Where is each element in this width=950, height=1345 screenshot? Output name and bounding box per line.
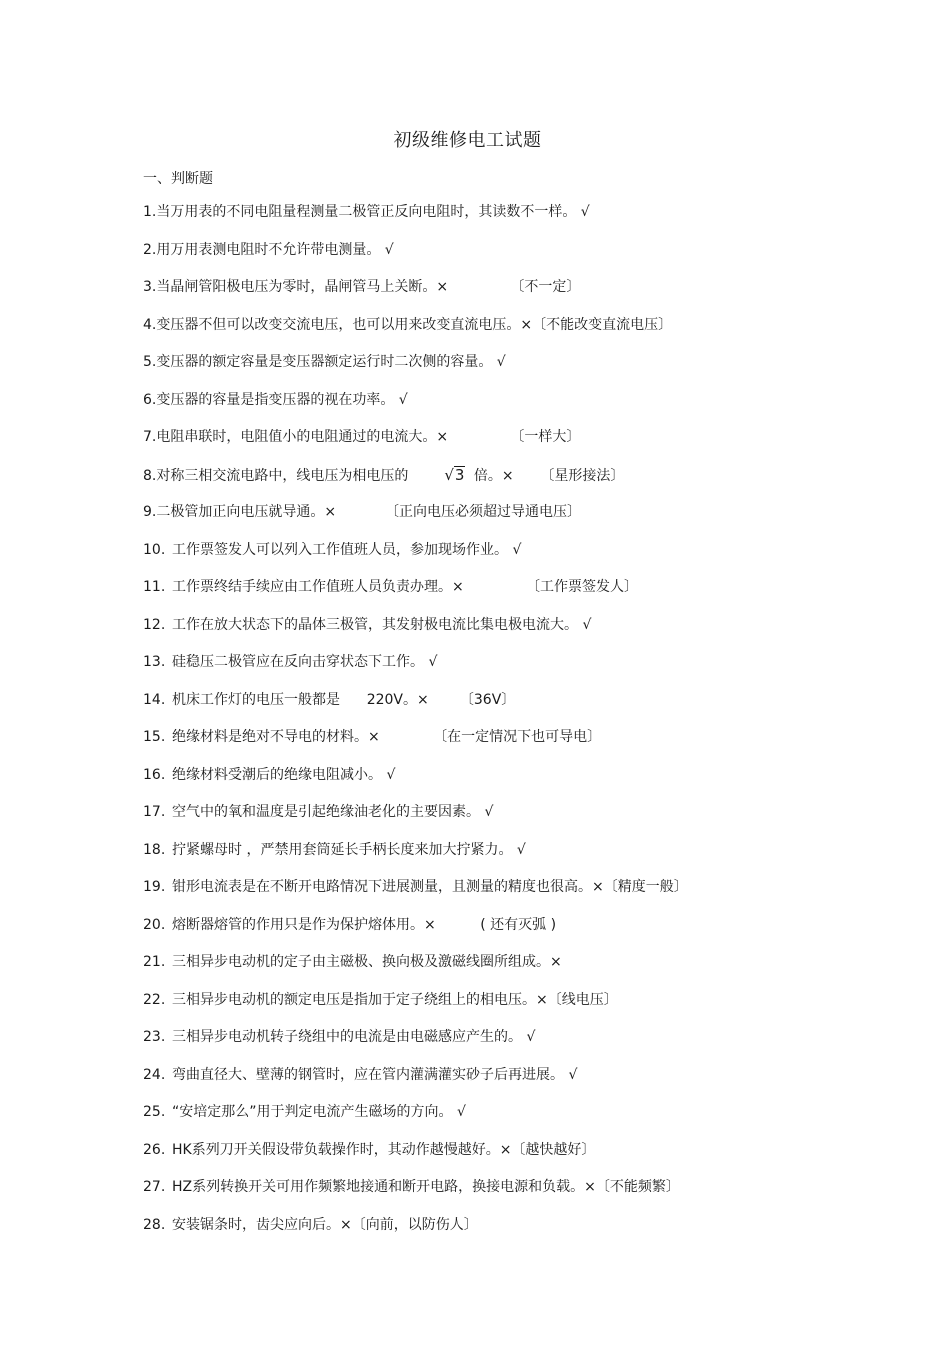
question-text: 用万用表测电阻时不允许带电测量。 √ [156, 241, 394, 258]
question-text: 变压器的额定容量是变压器额定运行时二次侧的容量。 √ [156, 354, 506, 370]
question-item [143, 499, 843, 537]
question-number: 23. [143, 1029, 166, 1045]
question-item [143, 1099, 843, 1137]
question-item [143, 837, 843, 875]
question-item [143, 462, 843, 500]
question-number: 9. [143, 504, 157, 520]
question-text: 对称三相交流电路中，线电压为相电压的 [156, 467, 409, 484]
question-text: 空气中的氧和温度是引起绝缘油老化的主要因素。 √ [172, 804, 494, 820]
question-number: 14. [143, 691, 166, 708]
question-text: 拧紧螺母时 ，严禁用套筒延长手柄长度来加大拧紧力。 √ [172, 841, 526, 858]
question-item [143, 387, 843, 425]
question-item [143, 312, 843, 350]
question-text: 钳形电流表是在不断开电路情况下进展测量，且测量的精度也很高。×〔精度一般〕 [172, 879, 688, 895]
question-number: 28. [143, 1216, 166, 1233]
question-text: 当万用表的不同电阻量程测量二极管正反向电阻时，其读数不一样。 √ [156, 204, 590, 220]
question-text: 电阻串联时，电阻值小的电阻通过的电流大。× 〔一样大〕 [156, 429, 581, 445]
question-item [143, 237, 843, 275]
question-number: 17. [143, 804, 166, 820]
question-text: 机床工作灯的电压一般都是 220V。× 〔36V〕 [172, 691, 516, 708]
question-item [143, 687, 843, 725]
question-text: 绝缘材料受潮后的绝缘电阻减小。 √ [172, 766, 396, 783]
question-number: 11. [143, 579, 166, 595]
question-text: 变压器不但可以改变交流电压，也可以用来改变直流电压。×〔不能改变直流电压〕 [156, 316, 673, 333]
question-item [143, 649, 843, 687]
question-number: 22. [143, 991, 166, 1008]
question-text: 工作票签发人可以列入工作值班人员，参加现场作业。 √ [172, 541, 522, 558]
question-item [143, 274, 843, 312]
question-item [143, 874, 843, 912]
question-number: 6. [143, 391, 157, 408]
question-item [143, 1174, 843, 1212]
question-list [143, 199, 843, 1249]
question-item [143, 912, 843, 950]
question-number: 1. [143, 204, 157, 220]
question-item [143, 724, 843, 762]
question-number: 3. [143, 279, 157, 295]
question-item [143, 424, 843, 462]
question-item [143, 762, 843, 800]
question-text: 安装锯条时，齿尖应向后。×〔向前，以防伤人〕 [172, 1216, 478, 1233]
question-item [143, 1212, 843, 1250]
question-text: 工作票终结手续应由工作值班人员负责办理。× 〔工作票签发人〕 [172, 579, 639, 595]
question-text: HZ系列转换开关可用作频繁地接通和断开电路，换接电源和负载。×〔不能频繁〕 [172, 1179, 680, 1195]
question-number: 10. [143, 541, 166, 558]
question-text-after: 倍。× 〔星形接法〕 [469, 467, 625, 484]
section-heading: 一、判断题 [143, 171, 213, 187]
question-text: 工作在放大状态下的晶体三极管，其发射极电流比集电极电流大。 √ [172, 616, 592, 633]
question-item [143, 349, 843, 387]
question-text: 当晶闸管阳极电压为零时，晶闸管马上关断。× 〔不一定〕 [156, 279, 581, 295]
sqrt-sign-icon: √ [444, 465, 454, 484]
question-number: 2. [143, 241, 157, 258]
sqrt-radicand: 3 [454, 465, 465, 484]
question-number: 26. [143, 1141, 166, 1158]
question-item [143, 537, 843, 575]
question-text: “安培定那么”用于判定电流产生磁场的方向。 √ [172, 1104, 466, 1120]
question-text: 弯曲直径大、壁薄的钢管时，应在管内灌满灌实砂子后再进展。 √ [172, 1066, 578, 1083]
question-item [143, 1062, 843, 1100]
question-number: 24. [143, 1066, 166, 1083]
question-number: 16. [143, 766, 166, 783]
question-number: 18. [143, 841, 166, 858]
question-number: 5. [143, 354, 157, 370]
question-item [143, 949, 843, 987]
question-text: HK系列刀开关假设带负载操作时，其动作越慢越好。×〔越快越好〕 [172, 1141, 596, 1158]
question-number: 25. [143, 1104, 166, 1120]
question-text: 变压器的容量是指变压器的视在功率。 √ [156, 391, 408, 408]
question-item [143, 1024, 843, 1062]
sqrt-expression [444, 462, 465, 488]
question-item [143, 199, 843, 237]
question-number: 7. [143, 429, 157, 445]
question-number: 8. [143, 467, 157, 484]
question-text: 三相异步电动机的额定电压是指加于定子绕组上的相电压。×〔线电压〕 [172, 991, 618, 1008]
question-number: 27. [143, 1179, 166, 1195]
question-text: 三相异步电动机的定子由主磁极、换向极及激磁线圈所组成。× [172, 954, 562, 970]
question-number: 4. [143, 316, 157, 333]
question-number: 13. [143, 654, 166, 670]
question-item [143, 987, 843, 1025]
question-item [143, 574, 843, 612]
question-item [143, 612, 843, 650]
question-text: 绝缘材料是绝对不导电的材料。× 〔在一定情况下也可导电〕 [172, 729, 602, 745]
question-number: 20. [143, 916, 166, 933]
question-item [143, 799, 843, 837]
question-number: 21. [143, 954, 166, 970]
question-text: 三相异步电动机转子绕组中的电流是由电磁感应产生的。 √ [172, 1029, 536, 1045]
question-text: 熔断器熔管的作用只是作为保护熔体用。× ( 还有灭弧 ) [172, 916, 557, 933]
question-number: 15. [143, 729, 166, 745]
question-number: 12. [143, 616, 166, 633]
question-text: 硅稳压二极管应在反向击穿状态下工作。 √ [172, 654, 438, 670]
question-number: 19. [143, 879, 166, 895]
page-title: 初级维修电工试题 [393, 130, 542, 151]
question-text: 二极管加正向电压就导通。× 〔正向电压必须超过导通电压〕 [156, 504, 582, 520]
question-item [143, 1137, 843, 1175]
